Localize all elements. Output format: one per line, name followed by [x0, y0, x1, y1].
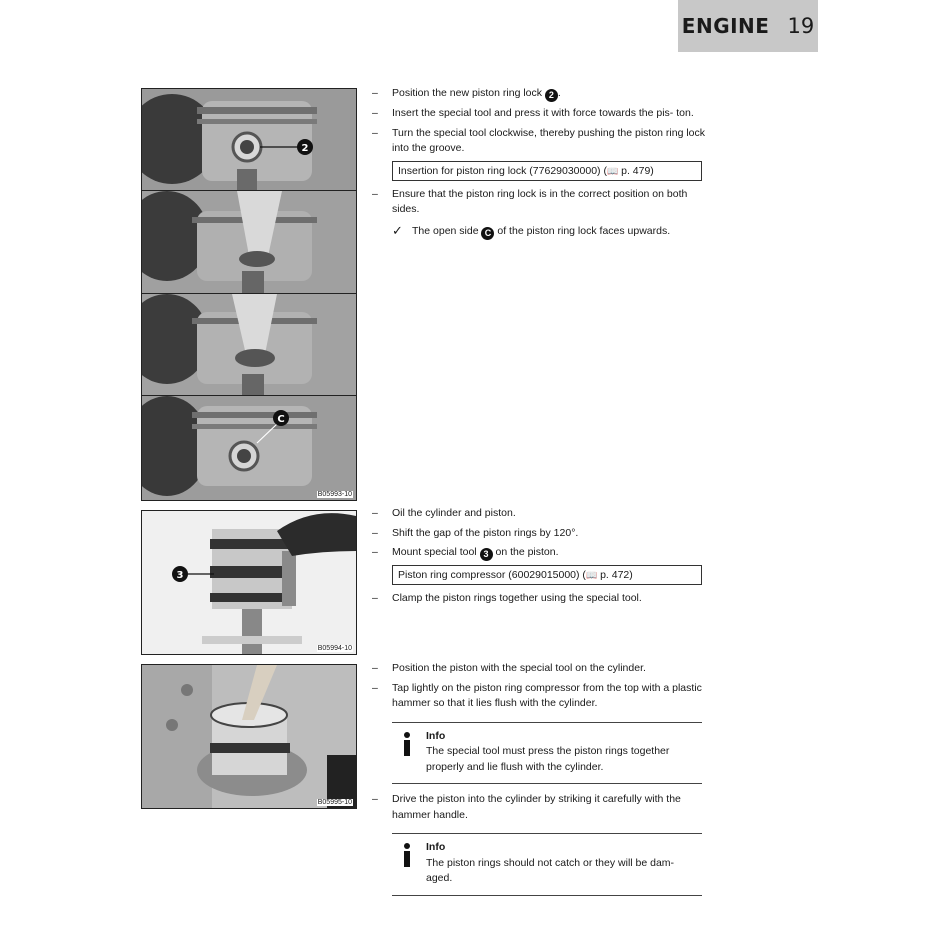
svg-text:C: C [277, 414, 285, 425]
info-heading: Info [426, 841, 446, 853]
instructions-group-1 [372, 86, 707, 240]
check-open-side: ✓ The open side C of the piston ring lock faces upwards. [392, 222, 671, 238]
step-insert-special-tool: – Insert the special tool and press it with force towards the pis- ton. [372, 107, 694, 119]
chapter-title: ENGINE [681, 14, 770, 38]
image-code: B05994-10 [317, 645, 352, 652]
step-drive-piston: – Drive the piston into the cylinder by striking it carefully with the hammer handle. [372, 793, 681, 821]
svg-text:2: 2 [301, 143, 309, 154]
photo-ring-lock-open-side [141, 395, 357, 501]
info-icon [400, 732, 414, 758]
instructions-group-3 [372, 661, 707, 904]
step-position-ring-lock: – Position the new piston ring lock 2 . [372, 87, 561, 100]
step-position-piston: – Position the piston with the special tool on the cylinder. [372, 662, 646, 674]
tool-reference-ring-lock[interactable]: Insertion for piston ring lock (77629030000) (📖 p. 479) [392, 161, 702, 181]
info-box-2 [392, 833, 702, 896]
step-turn-special-tool: – Turn the special tool clockwise, thereby pushing the piston ring lock into the groove. [372, 126, 706, 154]
info-box-1 [392, 722, 702, 785]
info-text: The piston rings should not catch or they will be dam- aged. [426, 856, 675, 884]
chapter-header [678, 0, 818, 52]
tool-reference-compressor[interactable]: Piston ring compressor (60029015000) (📖 p. 472) [392, 565, 702, 585]
book-reference-icon: 📖 [585, 570, 598, 580]
image-code: B05993-10 [317, 491, 352, 498]
info-icon [400, 843, 414, 869]
step-shift-ring-gap: – Shift the gap of the piston rings by 120°. [372, 526, 579, 539]
step-mount-special-tool: – Mount special tool 3 on the piston. [372, 546, 559, 559]
step-tap-compressor: – Tap lightly on the piston ring compressor from the top with a plastic hammer so that it lies flush with the cylinder. [372, 681, 702, 709]
info-heading: Info [426, 729, 446, 742]
marker-3-badge: 3 [480, 548, 493, 561]
checkmark-icon: ✓ [392, 222, 403, 238]
photo-piston-into-cylinder [141, 664, 357, 809]
photo-special-tool-insert [141, 190, 357, 295]
page-number: 19 [787, 14, 815, 38]
step-oil-cylinder: – Oil the cylinder and piston. [372, 507, 516, 519]
info-text: The special tool must press the piston rings together properly and lie flush with the cylinder. [426, 745, 670, 773]
step-ensure-ring-lock: – Ensure that the piston ring lock is in the correct position on both sides. [372, 187, 688, 215]
photo-piston-ring-lock-position [141, 88, 357, 192]
svg-text:3: 3 [176, 570, 184, 581]
photo-special-tool-turn [141, 293, 357, 397]
marker-c-badge: C [481, 227, 494, 240]
step-clamp-rings: – Clamp the piston rings together using the special tool. [372, 592, 642, 604]
instructions-group-2 [372, 506, 707, 611]
image-code: B05995-10 [317, 799, 352, 806]
marker-2-badge: 2 [545, 89, 558, 102]
book-reference-icon: 📖 [606, 165, 619, 176]
photo-piston-ring-compressor [141, 510, 357, 655]
